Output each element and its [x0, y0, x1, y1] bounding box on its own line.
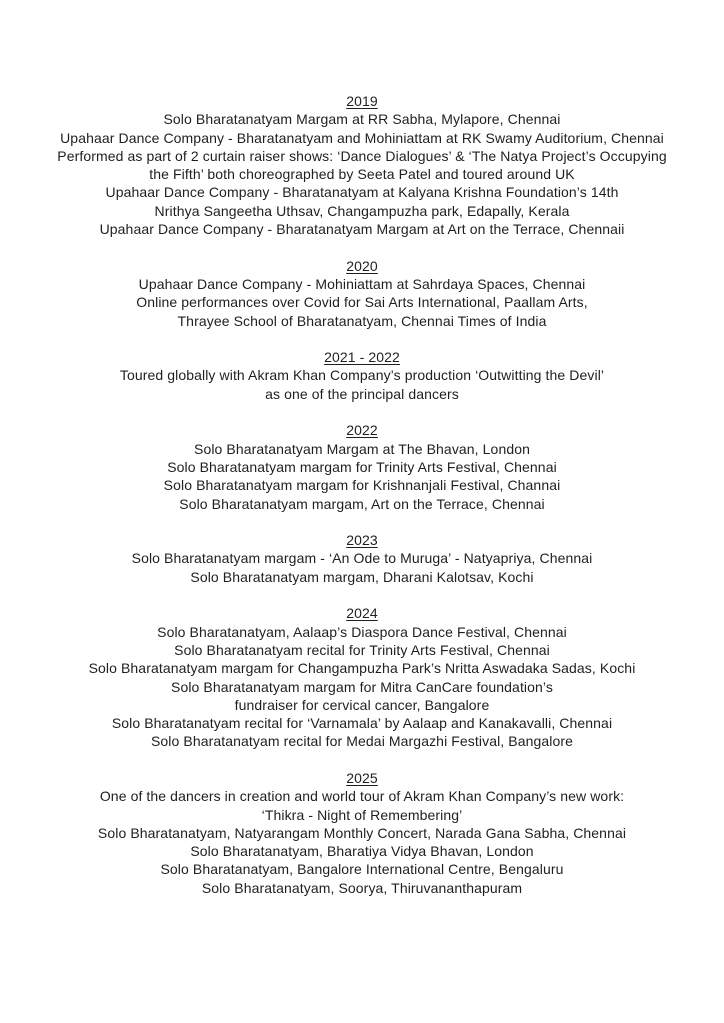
year-lines — [0, 110, 724, 238]
performance-line: as one of the principal dancers — [265, 385, 459, 402]
year-section — [0, 769, 724, 897]
performance-line: Solo Bharatanatyam, Bharatiya Vidya Bhavan, London — [190, 843, 534, 860]
performance-history — [0, 92, 724, 897]
performance-line: Solo Bharatanatyam margam for Trinity Arts Festival, Chennai — [167, 458, 557, 475]
year-lines — [0, 275, 724, 330]
year-section — [0, 531, 724, 586]
year-heading: 2022 — [346, 422, 378, 439]
performance-line: Upahaar Dance Company - Bharatanatyam and Mohiniattam at RK Swamy Auditorium, Chennai — [60, 129, 664, 146]
performance-line: Solo Bharatanatyam margam for Krishnanjali Festival, Channai — [163, 477, 561, 494]
performance-line: Solo Bharatanatyam recital for ‘Varnamala’ by Aalaap and Kanakavalli, Chennai — [111, 715, 613, 732]
year-lines — [0, 787, 724, 897]
performance-line: Upahaar Dance Company - Bharatanatyam at Kalyana Krishna Foundation’s 14th — [105, 184, 619, 201]
year-heading: 2019 — [346, 93, 378, 109]
year-lines — [0, 366, 724, 403]
year-section — [0, 604, 724, 750]
performance-line: Solo Bharatanatyam, Natyarangam Monthly Concert, Narada Gana Sabha, Chennai — [97, 824, 627, 841]
performance-line: Solo Bharatanatyam margam, Dharani Kalotsav, Kochi — [190, 568, 534, 585]
year-lines — [0, 549, 724, 586]
performance-line: Solo Bharatanatyam Margam at RR Sabha, Mylapore, Chennai — [163, 111, 561, 128]
year-section — [0, 92, 724, 238]
year-heading: 2021 - 2022 — [324, 349, 400, 366]
performance-line: Upahaar Dance Company - Mohiniattam at Sahrdaya Spaces, Chennai — [138, 275, 586, 292]
performance-line: Nrithya Sangeetha Uthsav, Changampuzha park, Edapally, Kerala — [154, 202, 570, 219]
performance-line: Solo Bharatanatyam recital for Trinity Arts Festival, Chennai — [174, 641, 550, 658]
performance-line: Solo Bharatanatyam margam - ‘An Ode to Muruga’ - Natyapriya, Chennai — [131, 550, 593, 567]
performance-line: Solo Bharatanatyam, Soorya, Thiruvananthapuram — [201, 879, 523, 896]
performance-line: Solo Bharatanatyam, Aalaap’s Diaspora Dance Festival, Chennai — [157, 623, 567, 640]
performance-line: Performed as part of 2 curtain raiser shows: ‘Dance Dialogues’ & ‘The Natya Project’s Occupying — [57, 147, 667, 164]
year-section — [0, 348, 724, 403]
year-lines — [0, 440, 724, 513]
performance-line: Upahaar Dance Company - Bharatanatyam Margam at Art on the Terrace, Chennaii — [99, 221, 625, 238]
year-lines — [0, 623, 724, 751]
performance-line: fundraiser for cervical cancer, Bangalore — [234, 696, 490, 713]
year-heading: 2024 — [346, 605, 378, 622]
year-section — [0, 257, 724, 330]
performance-line: One of the dancers in creation and world tour of Akram Khan Company’s new work: — [99, 788, 625, 805]
performance-line: Solo Bharatanatyam margam for Changampuzha Park’s Nritta Aswadaka Sadas, Kochi — [88, 660, 636, 677]
year-section — [0, 421, 724, 512]
performance-line: Toured globally with Akram Khan Company’s production ‘Outwitting the Devil’ — [119, 367, 605, 384]
performance-line: Solo Bharatanatyam margam, Art on the Terrace, Chennai — [179, 495, 545, 512]
performance-line: Thrayee School of Bharatanatyam, Chennai Times of India — [177, 312, 547, 329]
performance-line: Solo Bharatanatyam recital for Medai Margazhi Festival, Bangalore — [150, 733, 574, 750]
year-heading: 2023 — [346, 532, 378, 549]
performance-line: Solo Bharatanatyam margam for Mitra CanCare foundation’s — [171, 678, 553, 695]
year-heading: 2025 — [346, 769, 378, 786]
performance-line: the Fifth’ both choreographed by Seeta Patel and toured around UK — [149, 166, 575, 183]
performance-line: ‘Thikra - Night of Remembering’ — [261, 806, 463, 823]
performance-line: Solo Bharatanatyam Margam at The Bhavan, London — [194, 440, 530, 457]
year-heading: 2020 — [346, 257, 378, 274]
performance-line: Online performances over Covid for Sai Arts International, Paallam Arts, — [136, 294, 588, 311]
performance-line: Solo Bharatanatyam, Bangalore International Centre, Bengaluru — [160, 861, 564, 878]
